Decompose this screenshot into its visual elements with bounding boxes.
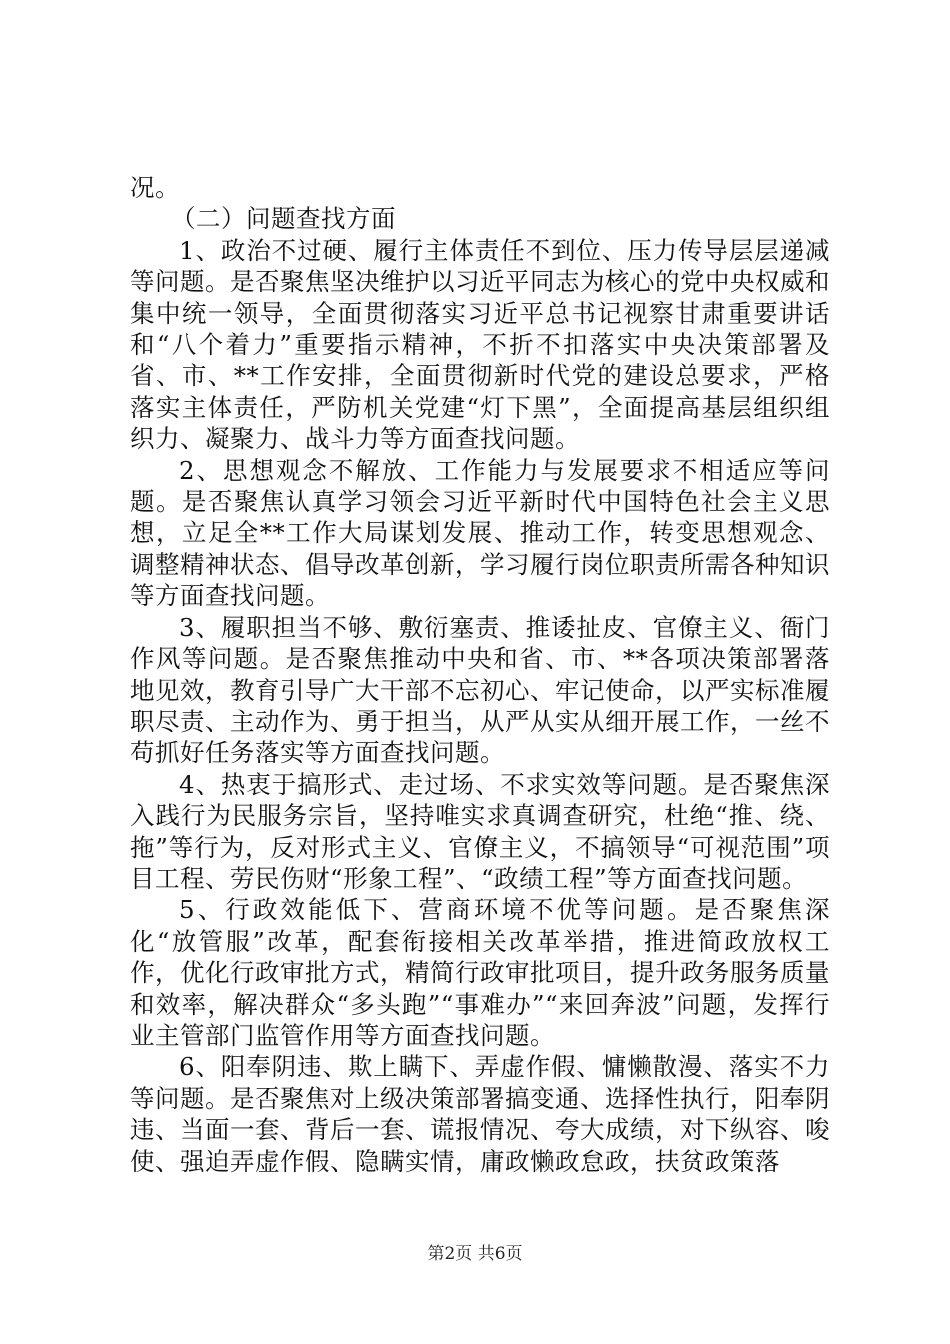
- paragraph-item-2: 2、思想观念不解放、工作能力与发展要求不相适应等问题。是否聚焦认真学习领会习近平新时代中国特色社会主义思想，立足全**工作大局谋划发展、推动工作，转变思想观念、调整精神状态、倡导改革创新，学习履行岗位职责所需各种知识等方面查找问题。: [130, 455, 830, 611]
- page-number-footer: 第2页 共6页: [427, 1244, 523, 1264]
- paragraph-item-4: 4、热衷于搞形式、走过场、不求实效等问题。是否聚焦深入践行为民服务宗旨，坚持唯实求真调查研究，杜绝“推、绕、拖”等行为，反对形式主义、官僚主义，不搞领导“可视范围”项目工程、劳民伤财“形象工程”、“政绩工程”等方面查找问题。: [130, 769, 830, 893]
- paragraph-item-5: 5、行政效能低下、营商环境不优等问题。是否聚焦深化“放管服”改革，配套衔接相关改革举措，推进简政放权工作，优化行政审批方式，精简行政审批项目，提升政务服务质量和效率，解决群众“多头跑”“事难办”“来回奔波”问题，发挥行业主管部门监管作用等方面查找问题。: [130, 895, 830, 1050]
- paragraph-item-6: 6、阳奉阴违、欺上瞒下、弄虚作假、慵懒散漫、落实不力等问题。是否聚焦对上级决策部署搞变通、选择性执行，阳奉阴违、当面一套、背后一套、谎报情况、夸大成绩，对下纵容、唆使、强迫弄虚作假、隐瞒实情，庸政懒政怠政，扶贫政策落: [130, 1052, 830, 1176]
- paragraph-continuation: 况。: [130, 173, 180, 202]
- section-heading: （二）问题查找方面: [171, 204, 396, 234]
- paragraph-item-1: 1、政治不过硬、履行主体责任不到位、压力传导层层递减等问题。是否聚焦坚决维护以习近平同志为核心的党中央权威和集中统一领导，全面贯彻落实习近平总书记视察甘肃重要讲话和“八个着力”重要指示精神，不折不扣落实中央决策部署及省、市、**工作安排，全面贯彻新时代党的建设总要求，严格落实主体责任，严防机关党建“灯下黑”，全面提高基层组织组织力、凝聚力、战斗力等方面查找问题。: [130, 235, 830, 454]
- paragraph-item-3: 3、履职担当不够、敷衍塞责、推诿扯皮、官僚主义、衙门作风等问题。是否聚焦推动中央和省、市、**各项决策部署落地见效，教育引导广大干部不忘初心、牢记使命，以严实标准履职尽责、主动作为、勇于担当，从严从实从细开展工作，一丝不苟抓好任务落实等方面查找问题。: [130, 612, 830, 768]
- document-body: [130, 172, 830, 1177]
